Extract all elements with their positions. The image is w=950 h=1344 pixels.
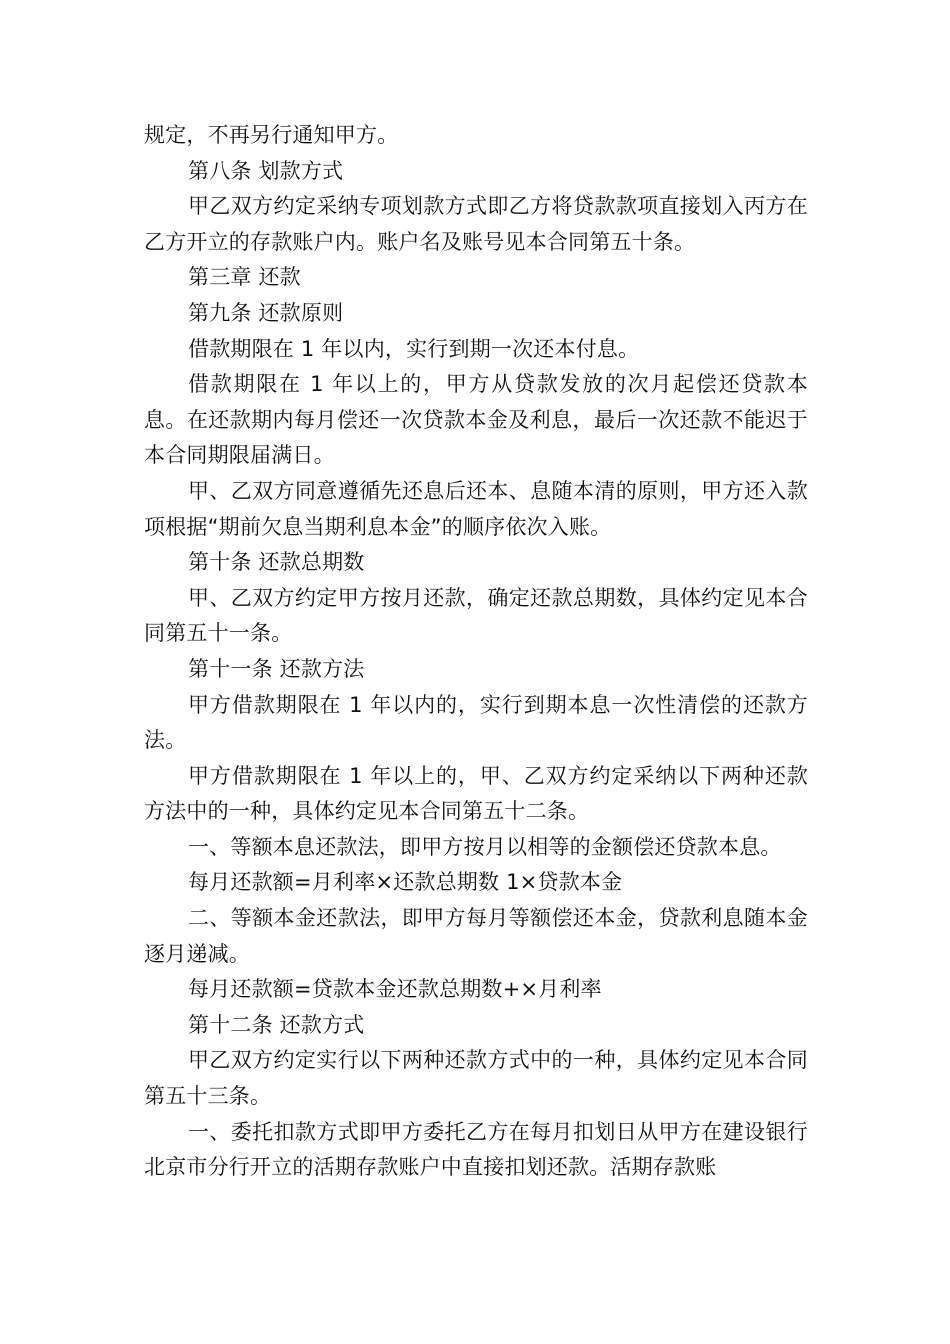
- paragraph-3: 甲乙双方约定采纳专项划款方式即乙方将贷款款项直接划入丙方在乙方开立的存款账户内。账户名及账号见本合同第五十条。: [144, 194, 808, 254]
- chapter-3-heading: 第三章 还款: [188, 265, 301, 290]
- article-11-heading: 第十一条 还款方法: [188, 656, 365, 681]
- paragraph-16: 二、等额本金还款法，即甲方每月等额偿还本金，贷款利息随本金逐月递减。: [144, 906, 808, 966]
- paragraph-1: 规定，不再另行通知甲方。: [144, 123, 399, 147]
- paragraph-13: 甲方借款期限在 1 年以上的，甲、乙双方约定采纳以下两种还款方法中的一种，具体约定见本合同第五十二条。: [144, 763, 808, 824]
- paragraph-6: 借款期限在 1 年以内，实行到期一次还本付息。: [188, 336, 640, 361]
- article-10-heading: 第十条 还款总期数: [188, 550, 365, 575]
- paragraph-8: 甲、乙双方同意遵循先还息后还本、息随本清的原则，甲方还入款项根据“期前欠息当期利息本金”的顺序依次入账。: [144, 478, 808, 539]
- formula-equal-principal: 每月还款额=贷款本金还款总期数+×月利率: [188, 977, 602, 1002]
- paragraph-19: 甲乙双方约定实行以下两种还款方式中的一种，具体约定见本合同第五十三条。: [144, 1048, 808, 1109]
- paragraph-10: 甲、乙双方约定甲方按月还款，确定还款总期数，具体约定见本合同第五十一条。: [144, 585, 808, 646]
- paragraph-14: 一、等额本息还款法，即甲方按月以相等的金额偿还贷款本息。: [188, 834, 782, 859]
- article-8-heading: 第八条 划款方式: [188, 158, 344, 183]
- document-body: [144, 118, 808, 1186]
- article-12-heading: 第十二条 还款方式: [188, 1012, 365, 1037]
- paragraph-12: 甲方借款期限在 1 年以内的，实行到期本息一次性清偿的还款方法。: [144, 692, 808, 753]
- paragraph-7: 借款期限在 1 年以上的，甲方从贷款发放的次月起偿还贷款本息。在还款期内每月偿还一次贷款本金及利息，最后一次还款不能迟于本合同期限届满日。: [144, 372, 808, 468]
- article-9-heading: 第九条 还款原则: [188, 300, 344, 325]
- paragraph-20: 一、委托扣款方式即甲方委托乙方在每月扣划日从甲方在建设银行北京市分行开立的活期存款账户中直接扣划还款。活期存款账: [144, 1119, 808, 1180]
- formula-equal-installment: 每月还款额=月利率×还款总期数 1×贷款本金: [188, 870, 623, 895]
